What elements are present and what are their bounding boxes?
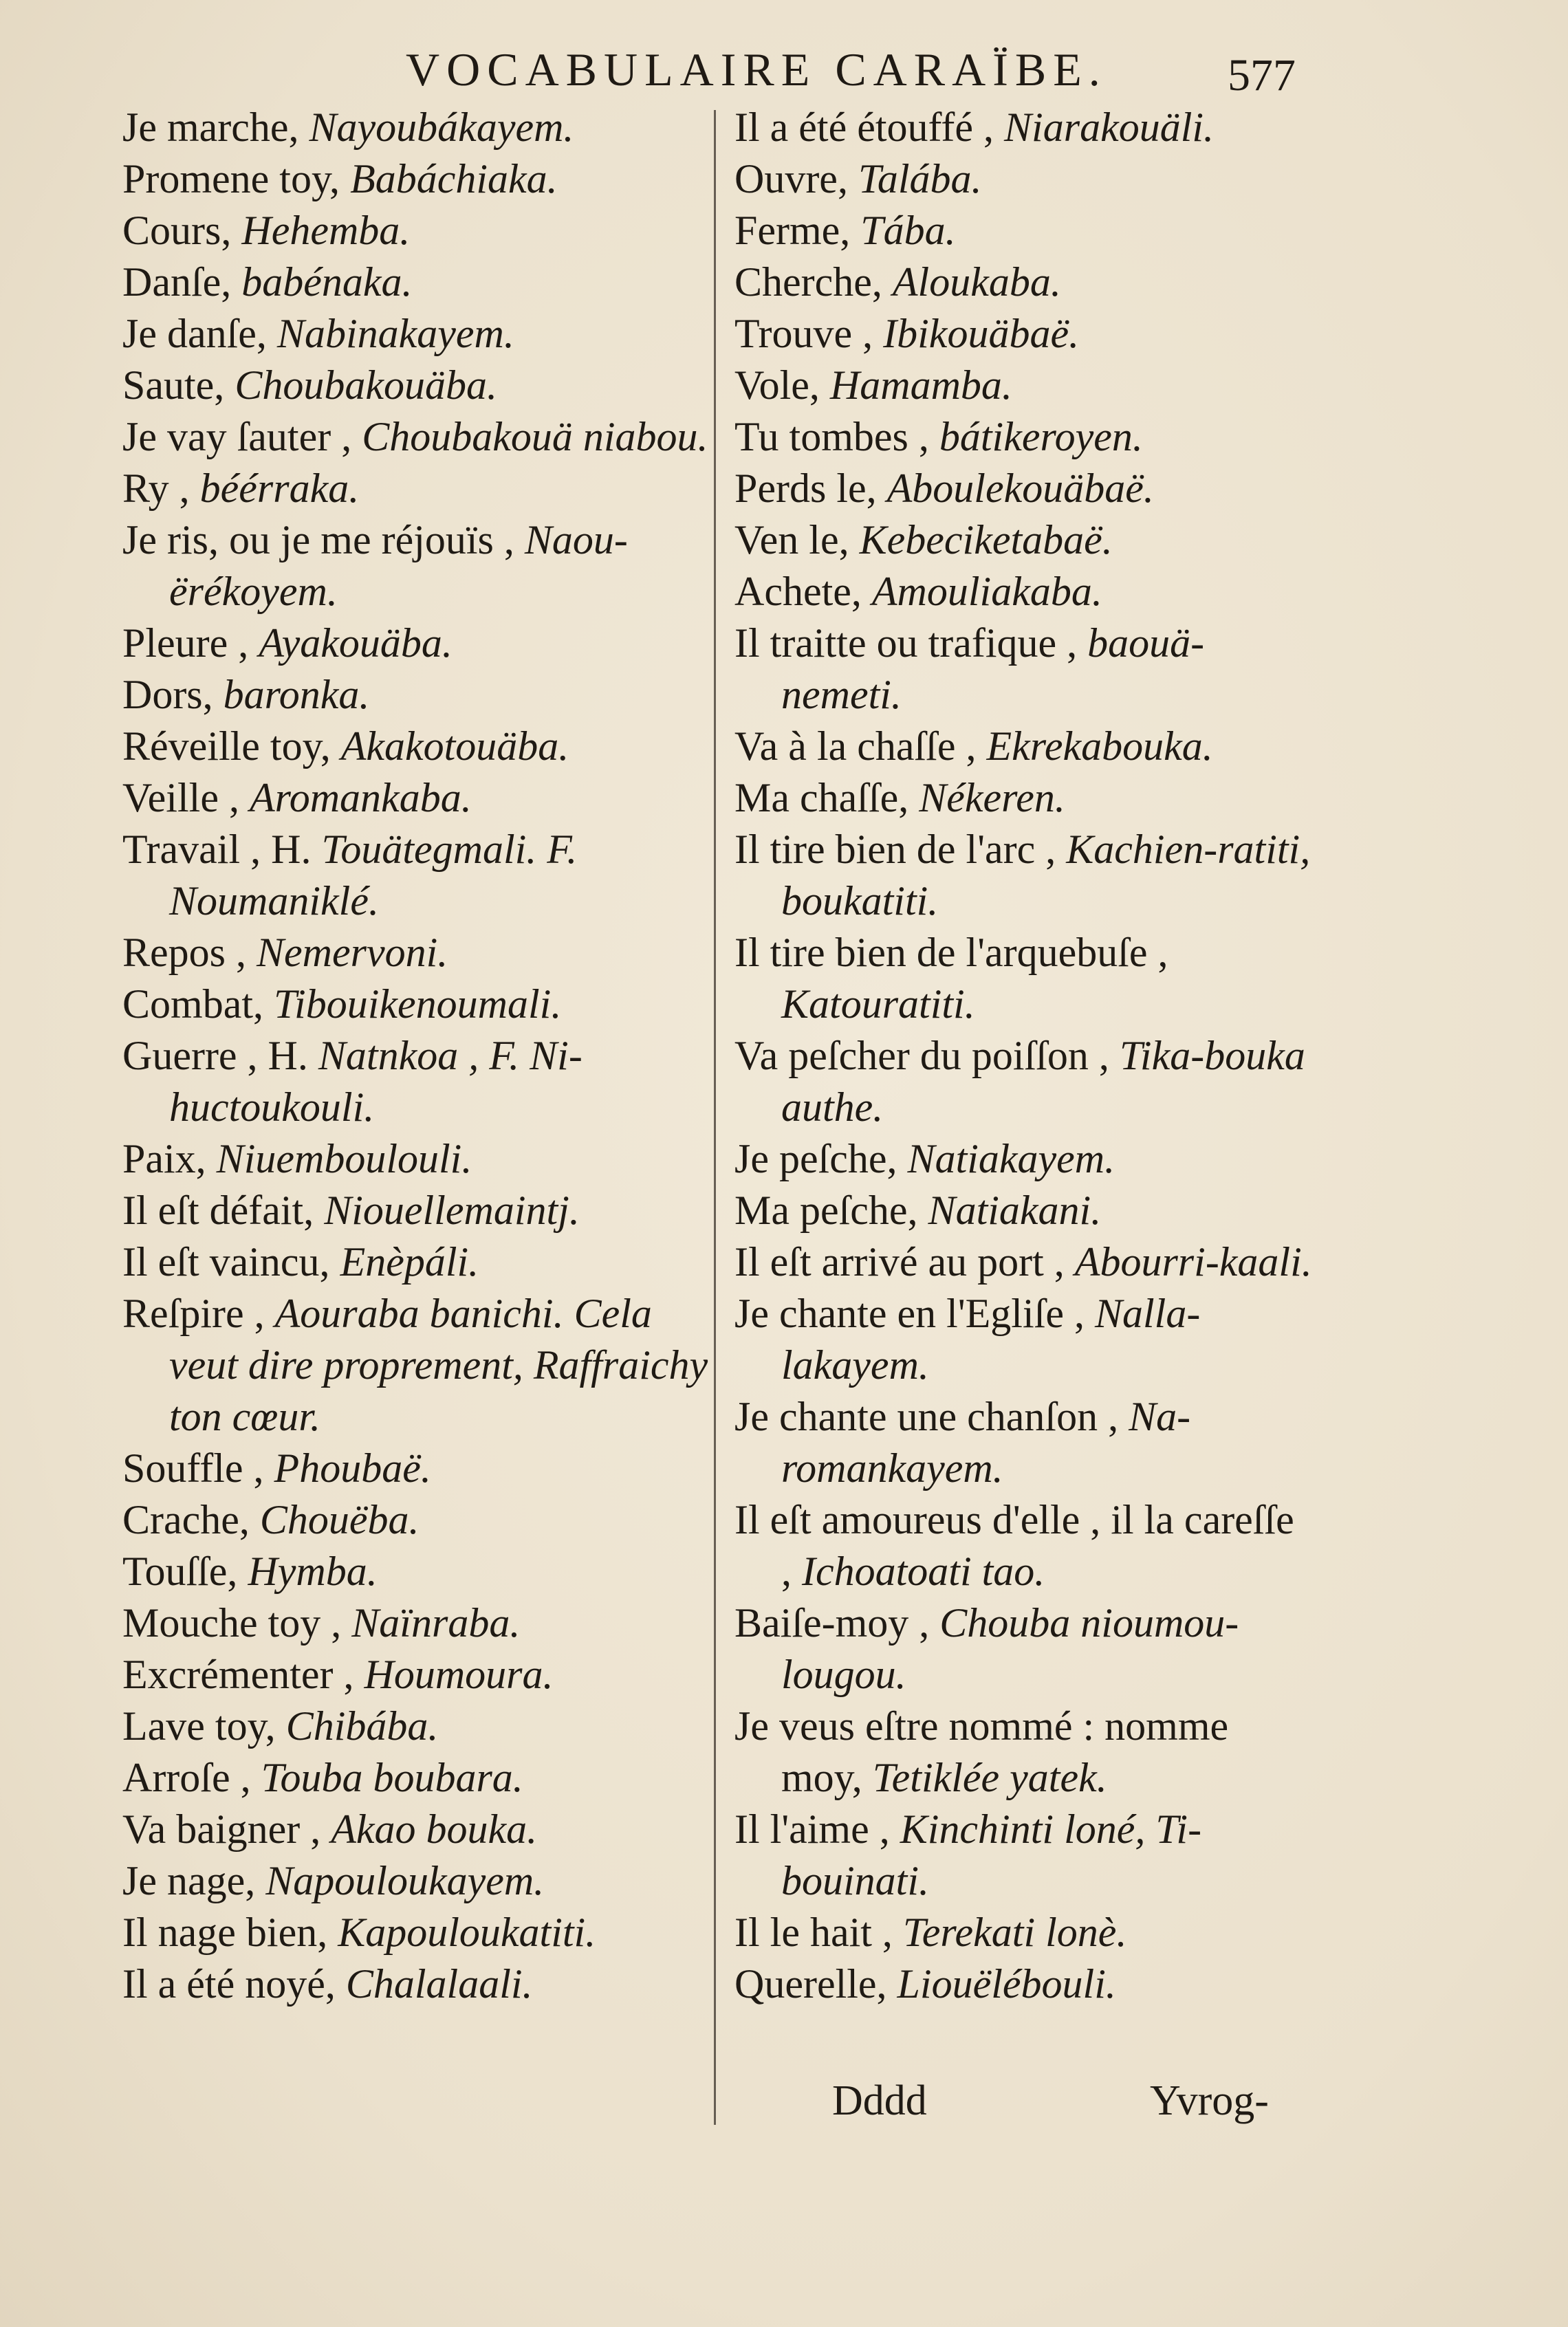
carib-term: Abourri-kaali. <box>1074 1239 1312 1285</box>
vocabulary-entry <box>122 1855 714 1907</box>
french-term: Réveille toy, <box>122 723 331 769</box>
french-term: Pleure , <box>122 620 249 666</box>
vocabulary-entry <box>734 824 1312 927</box>
vocabulary-entry <box>122 1752 714 1804</box>
carib-term: Ayakouäba. <box>259 620 453 666</box>
vocabulary-entry <box>122 669 714 721</box>
french-term: Veille , <box>122 775 239 820</box>
carib-term: Aloukaba. <box>892 259 1061 305</box>
vocabulary-entry <box>734 927 1312 1030</box>
vocabulary-entry <box>734 411 1312 463</box>
vocabulary-entry <box>122 1236 714 1288</box>
french-term: Baiſe-moy , <box>734 1600 930 1646</box>
vocabulary-entry <box>734 308 1312 360</box>
french-term: Je chante en l'Egliſe , <box>734 1291 1085 1336</box>
french-term: Ferme, <box>734 208 851 253</box>
carib-term: Na-romankayem. <box>781 1394 1191 1491</box>
vocabulary-entry <box>122 927 714 979</box>
carib-term: Kachien-ratiti, boukatiti. <box>781 827 1311 924</box>
french-term: Va peſcher du poiſſon , <box>734 1033 1109 1078</box>
french-term: Il le hait , <box>734 1910 893 1955</box>
signature-mark: Dddd <box>832 2077 927 2124</box>
carib-term: Nayoubákayem. <box>309 105 574 150</box>
carib-term: Hymba. <box>248 1549 378 1594</box>
french-term: Je ris, ou je me réjouïs , <box>122 517 514 562</box>
vocabulary-entry <box>734 256 1312 308</box>
vocabulary-entry <box>122 514 714 618</box>
carib-term: Tika-bouka authe. <box>781 1033 1305 1130</box>
carib-term: Nabinakayem. <box>276 311 514 356</box>
french-term: Il eſt vaincu, <box>122 1239 330 1285</box>
catchword: Yvrog- <box>1150 2077 1269 2124</box>
french-term: Promene toy, <box>122 156 340 201</box>
vocabulary-entry <box>734 721 1312 772</box>
vocabulary-entry <box>122 1133 714 1185</box>
vocabulary-entry <box>122 1546 714 1597</box>
french-term: Ry , <box>122 466 190 511</box>
carib-term: baronka. <box>223 672 370 717</box>
carib-term: Tába. <box>860 208 956 253</box>
carib-term: Aboulekouäbaë. <box>886 466 1154 511</box>
vocabulary-entry <box>122 102 714 153</box>
vocabulary-entry <box>734 1288 1312 1391</box>
carib-term: Nékeren. <box>919 775 1065 820</box>
french-term: Il traitte ou trafique , <box>734 620 1078 666</box>
vocabulary-entry <box>734 618 1312 721</box>
vocabulary-entry <box>734 1701 1312 1804</box>
carib-term: Hehemba. <box>241 208 411 253</box>
french-term: Travail , H. <box>122 827 312 872</box>
vocabulary-entry <box>734 1236 1312 1288</box>
vocabulary-entry <box>122 256 714 308</box>
french-term: Arroſe , <box>122 1755 251 1800</box>
vocabulary-entry <box>734 1597 1312 1701</box>
vocabulary-entry <box>122 1907 714 1958</box>
french-term: Je vay ſauter , <box>122 414 352 459</box>
vocabulary-entry <box>734 1030 1312 1133</box>
french-term: Lave toy, <box>122 1703 276 1749</box>
french-term: Ma chaſſe, <box>734 775 909 820</box>
carib-term: Ichoatoati tao. <box>802 1549 1045 1594</box>
french-term: Il eſt amoureus d'elle , il la careſſe , <box>734 1497 1294 1594</box>
carib-term: Terekati lonè. <box>902 1910 1127 1955</box>
french-term: Il eſt défait, <box>122 1188 314 1233</box>
french-term: Je danſe, <box>122 311 267 356</box>
french-term: Danſe, <box>122 259 232 305</box>
french-term: Cherche, <box>734 259 882 305</box>
french-term: Il eſt arrivé au port , <box>734 1239 1065 1285</box>
carib-term: babénaka. <box>241 259 413 305</box>
carib-term: Natiakayem. <box>907 1136 1115 1181</box>
carib-term: baouä-nemeti. <box>781 620 1205 717</box>
page-header <box>0 43 1568 105</box>
french-term: Saute, <box>122 362 225 408</box>
vocabulary-entry <box>122 979 714 1030</box>
vocabulary-entry <box>122 1288 714 1443</box>
carib-term: Nemervoni. <box>257 930 448 975</box>
vocabulary-entry <box>122 1649 714 1701</box>
vocabulary-entry <box>734 1133 1312 1185</box>
french-term: Il tire bien de l'arquebuſe , <box>734 930 1168 975</box>
french-term: Je peſche, <box>734 1136 897 1181</box>
carib-term: béérraka. <box>199 466 360 511</box>
page-number: 577 <box>1228 50 1296 100</box>
french-term: Trouve , <box>734 311 873 356</box>
french-term: Je veus eſtre nommé : nomme moy, <box>734 1703 1229 1800</box>
vocabulary-entry <box>122 1597 714 1649</box>
carib-term: Aouraba banichi. Cela veut dire proprement, Raffraichy ton cœur. <box>169 1291 708 1439</box>
carib-term: Niouellemaintj. <box>324 1188 580 1233</box>
french-term: Mouche toy , <box>122 1600 342 1646</box>
vocabulary-entry <box>734 1185 1312 1236</box>
french-term: Va baigner , <box>122 1806 321 1852</box>
french-term: Il tire bien de l'arc , <box>734 827 1056 872</box>
french-term: Combat, <box>122 981 263 1027</box>
french-term: Reſpire , <box>122 1291 265 1336</box>
french-term: Dors, <box>122 672 213 717</box>
carib-term: Natiakani. <box>928 1188 1102 1233</box>
french-term: Va à la chaſſe , <box>734 723 977 769</box>
vocabulary-entry <box>734 1391 1312 1494</box>
carib-term: Akao bouka. <box>331 1806 538 1852</box>
french-term: Je nage, <box>122 1858 256 1903</box>
vocabulary-entry <box>122 1443 714 1494</box>
carib-term: Kebeciketabaë. <box>859 517 1113 562</box>
vocabulary-entry <box>122 411 714 463</box>
french-term: Ven le, <box>734 517 849 562</box>
carib-term: Hamamba. <box>829 362 1012 408</box>
vocabulary-entry <box>122 463 714 514</box>
running-title: VOCABULAIRE CARAÏBE. <box>406 43 1107 96</box>
carib-term: Katouratiti. <box>781 981 975 1027</box>
left-column <box>122 102 714 2010</box>
french-term: Je marche, <box>122 105 299 150</box>
french-term: Ouvre, <box>734 156 848 201</box>
vocabulary-entry <box>122 1701 714 1752</box>
vocabulary-entry <box>734 1958 1312 2010</box>
carib-term: Chouëba. <box>259 1497 420 1542</box>
french-term: Souffle , <box>122 1445 264 1491</box>
french-term: Cours, <box>122 208 232 253</box>
carib-term: Chouba nioumou-lougou. <box>781 1600 1239 1697</box>
carib-term: Talába. <box>858 156 982 201</box>
carib-term: Amouliakaba. <box>871 569 1102 614</box>
carib-term: bátikeroyen. <box>939 414 1143 459</box>
vocabulary-entry <box>122 153 714 205</box>
carib-term: Naou-ërékoyem. <box>169 517 628 614</box>
french-term: Achete, <box>734 569 862 614</box>
carib-term: Chalalaali. <box>345 1961 533 2007</box>
carib-term: Phoubaë. <box>274 1445 431 1491</box>
french-term: Il l'aime , <box>734 1806 890 1852</box>
carib-term: Naïnraba. <box>351 1600 521 1646</box>
vocabulary-entry <box>122 360 714 411</box>
vocabulary-entry <box>122 1958 714 2010</box>
french-term: Je chante une chanſon , <box>734 1394 1119 1439</box>
vocabulary-entry <box>122 618 714 669</box>
vocabulary-entry <box>122 824 714 927</box>
vocabulary-entry <box>734 463 1312 514</box>
carib-term: Niuemboulouli. <box>216 1136 472 1181</box>
vocabulary-entry <box>734 1494 1312 1597</box>
carib-term: Natnkoa , F. Ni-huctoukouli. <box>169 1033 582 1130</box>
vocabulary-entry <box>734 1804 1312 1907</box>
vocabulary-entry <box>122 1185 714 1236</box>
vocabulary-entry <box>734 514 1312 566</box>
french-term: Perds le, <box>734 466 877 511</box>
right-column <box>734 102 1312 2010</box>
carib-term: Touba boubara. <box>261 1755 523 1800</box>
column-divider <box>714 110 716 2125</box>
carib-term: Akakotouäba. <box>340 723 569 769</box>
vocabulary-entry <box>734 772 1312 824</box>
vocabulary-entry <box>122 205 714 256</box>
carib-term: Choubakouä niabou. <box>362 414 708 459</box>
carib-term: Ibikouäbaë. <box>883 311 1080 356</box>
carib-term: Kinchinti loné, Ti-bouinati. <box>781 1806 1202 1903</box>
carib-term: Nalla-lakayem. <box>781 1291 1201 1388</box>
carib-term: Touätegmali. F. Noumaniklé. <box>169 827 578 924</box>
carib-term: Enèpáli. <box>340 1239 479 1285</box>
vocabulary-entry <box>734 205 1312 256</box>
french-term: Vole, <box>734 362 820 408</box>
carib-term: Aromankaba. <box>249 775 472 820</box>
carib-term: Liouëlébouli. <box>897 1961 1116 2007</box>
carib-term: Tibouikenoumali. <box>274 981 562 1027</box>
french-term: Ma peſche, <box>734 1188 918 1233</box>
vocabulary-entry <box>734 153 1312 205</box>
carib-term: Kapouloukatiti. <box>338 1910 596 1955</box>
french-term: Touſſe, <box>122 1549 238 1594</box>
vocabulary-entry <box>122 1804 714 1855</box>
french-term: Tu tombes , <box>734 414 929 459</box>
french-term: Guerre , H. <box>122 1033 308 1078</box>
french-term: Il a été étouffé , <box>734 105 994 150</box>
french-term: Il nage bien, <box>122 1910 328 1955</box>
french-term: Repos , <box>122 930 246 975</box>
vocabulary-entry <box>122 1030 714 1133</box>
carib-term: Houmoura. <box>364 1652 554 1697</box>
french-term: Excrémenter , <box>122 1652 354 1697</box>
vocabulary-entry <box>122 772 714 824</box>
french-term: Crache, <box>122 1497 250 1542</box>
carib-term: Tetiklée yatek. <box>872 1755 1107 1800</box>
vocabulary-entry <box>122 721 714 772</box>
carib-term: Niarakouäli. <box>1004 105 1215 150</box>
french-term: Il a été noyé, <box>122 1961 336 2007</box>
vocabulary-entry <box>734 1907 1312 1958</box>
vocabulary-entry <box>122 1494 714 1546</box>
vocabulary-entry <box>122 308 714 360</box>
carib-term: Napouloukayem. <box>265 1858 545 1903</box>
vocabulary-entry <box>734 360 1312 411</box>
vocabulary-entry <box>734 566 1312 618</box>
carib-term: Choubakouäba. <box>235 362 497 408</box>
carib-term: Babáchiaka. <box>350 156 558 201</box>
vocabulary-entry <box>734 102 1312 153</box>
french-term: Paix, <box>122 1136 206 1181</box>
carib-term: Ekrekabouka. <box>986 723 1213 769</box>
carib-term: Chibába. <box>285 1703 439 1749</box>
french-term: Querelle, <box>734 1961 887 2007</box>
